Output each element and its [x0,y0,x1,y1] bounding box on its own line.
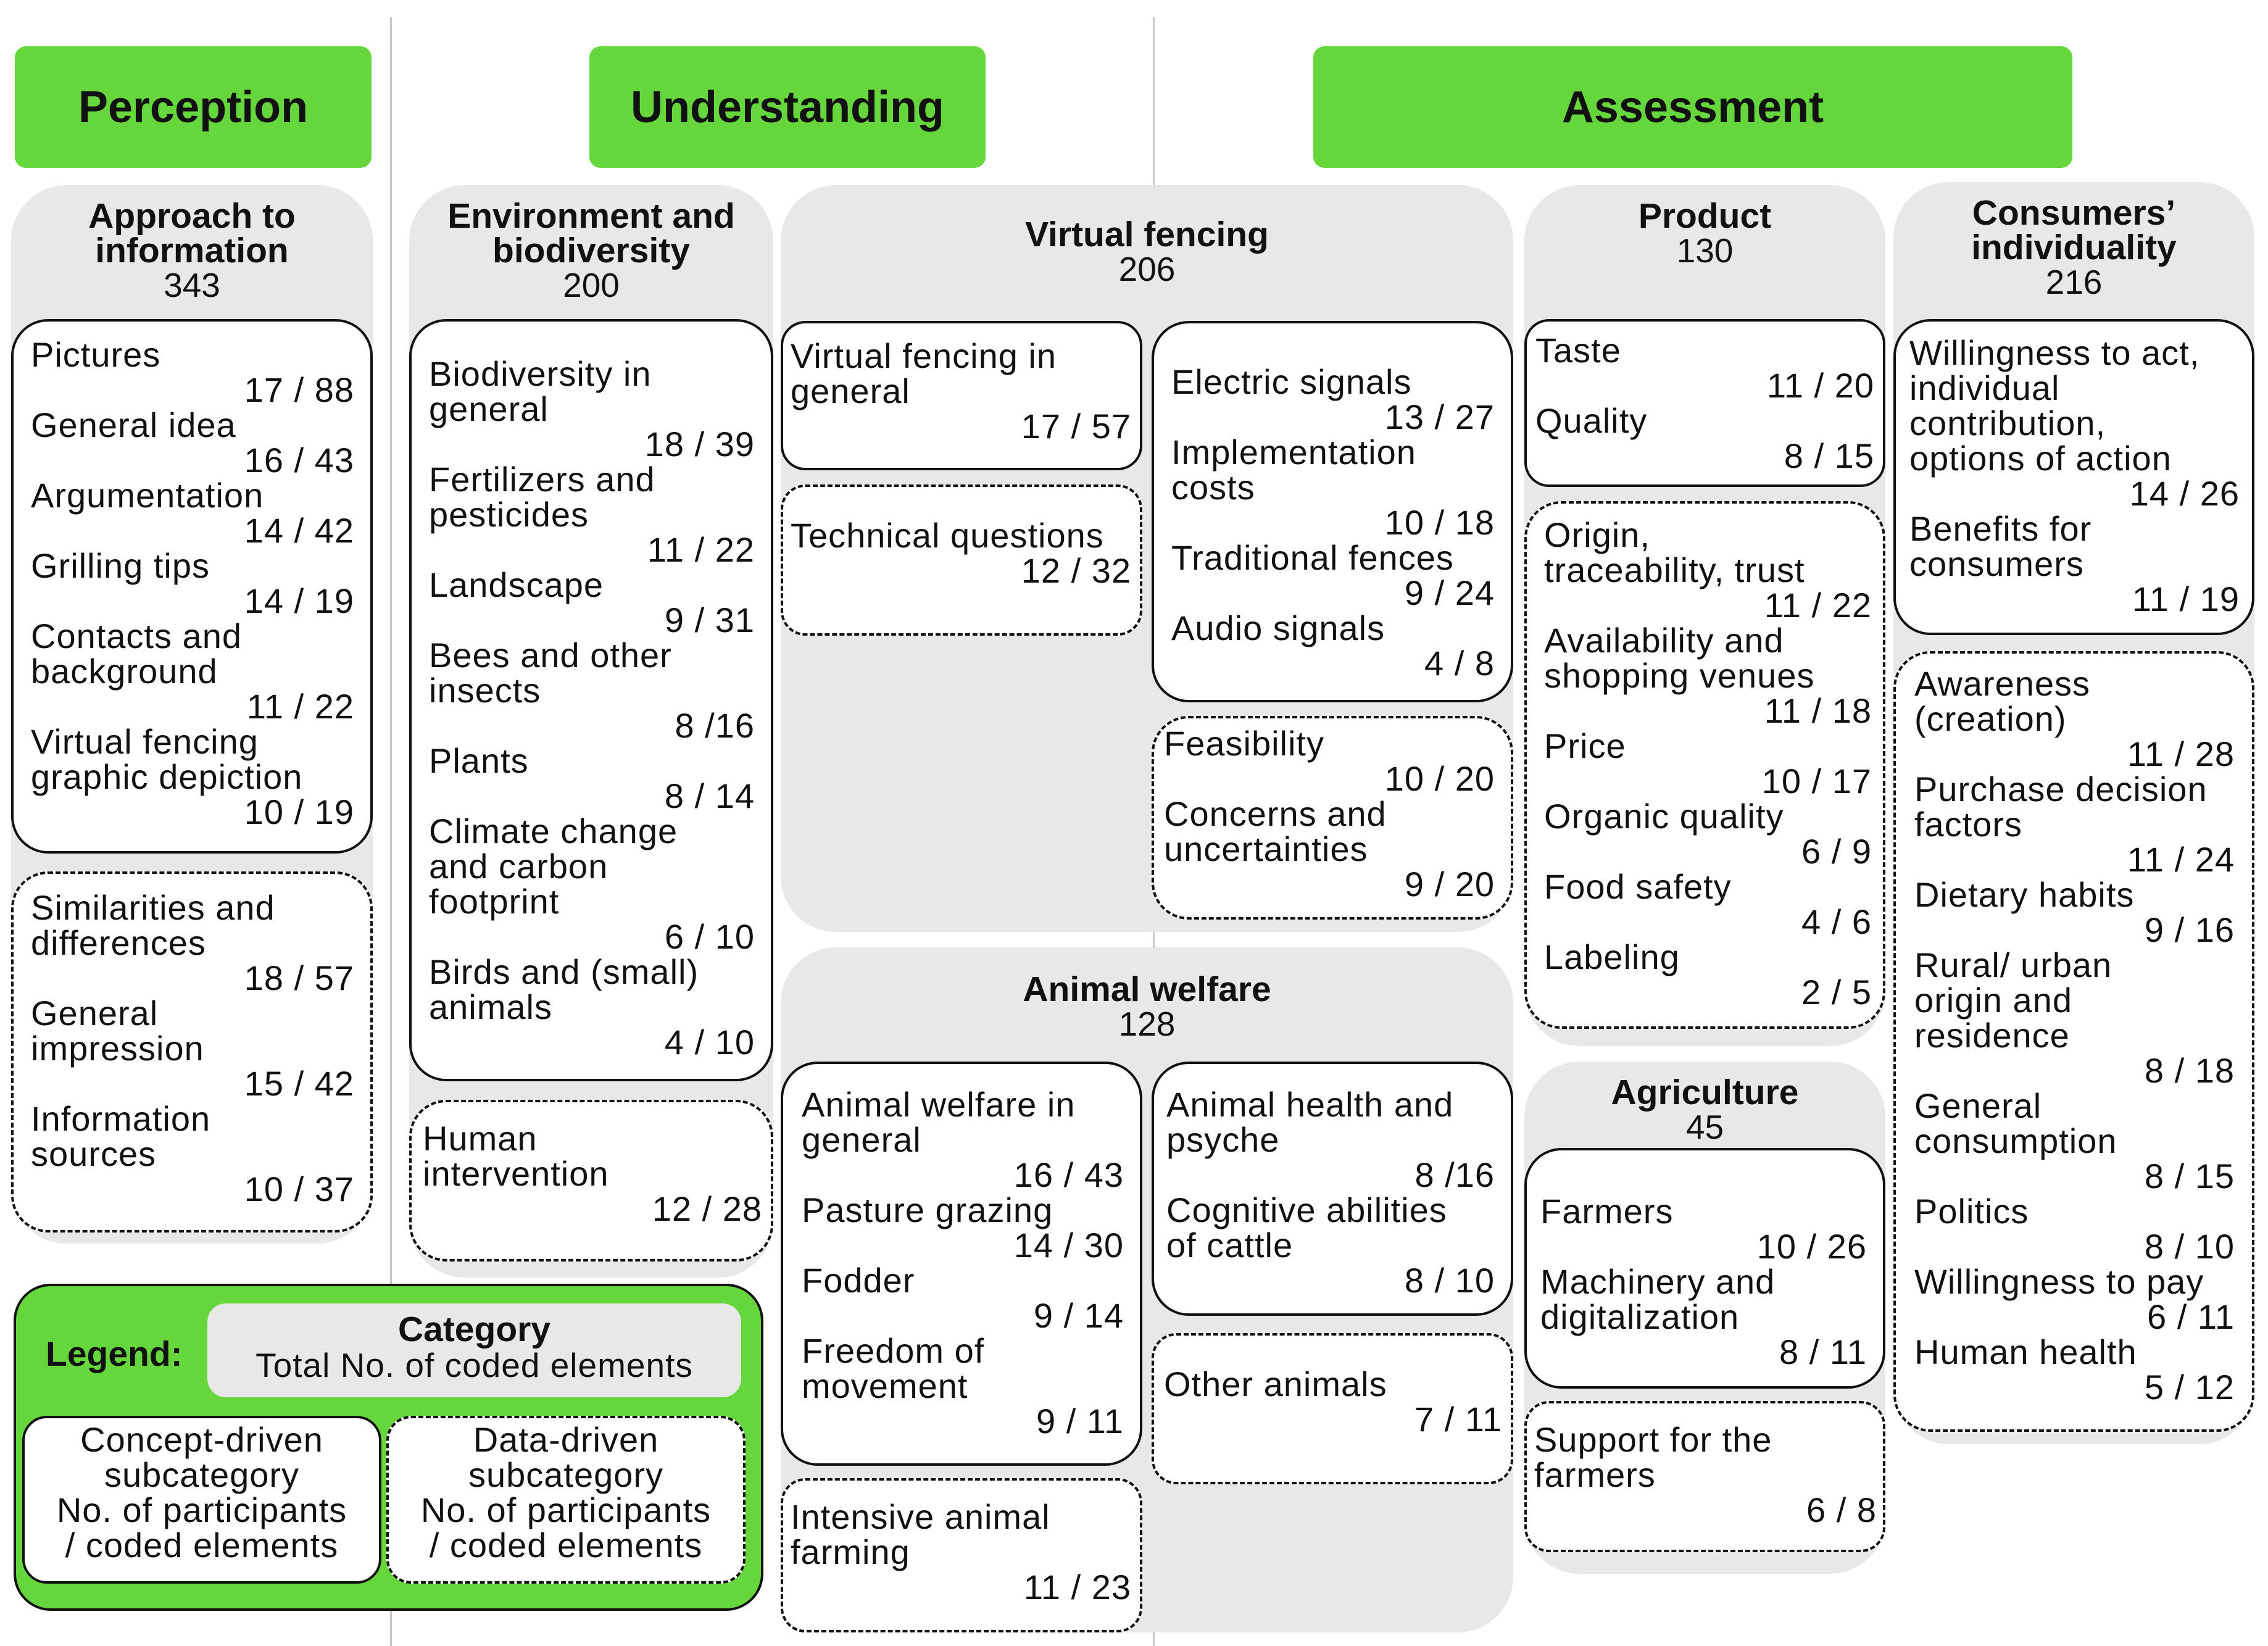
legend-category-sample [207,1303,741,1397]
subcategory-count: 11 / 22 [1764,586,1872,625]
legend [14,1284,763,1611]
subcategory-count: 9 / 20 [1404,865,1495,904]
category-title: information [95,231,289,270]
subcategory-label: Other animals [1164,1365,1387,1403]
subcategory-label: insects [429,671,541,710]
subcategory-label: Human health [1914,1332,2137,1371]
category-total: 130 [1676,231,1734,270]
subcategory-label: Willingness to act, [1909,333,2200,372]
subcategory-count: 10 / 26 [1756,1227,1867,1266]
subcategory-label: movement [802,1366,968,1405]
subcategory-label: Food safety [1544,867,1732,906]
subcategory-label: (creation) [1914,699,2067,738]
subcategory-label: Willingness to pay [1914,1262,2204,1301]
subcategory-count: 4 / 10 [664,1023,755,1062]
subcategory-label: options of action [1909,439,2172,478]
subcategory-count: 18 / 39 [644,425,755,463]
subcategory-label: Animal health and [1166,1085,1454,1124]
subcategory-count: 2 / 5 [1801,973,1872,1012]
legend-concept-driven-sample [22,1416,381,1584]
subcategory-label: Argumentation [31,476,264,515]
category-total: 206 [1118,250,1176,288]
subcategory-label: Electric signals [1171,362,1412,401]
subcategory-label: digitalization [1540,1297,1740,1336]
subcategory-label: Freedom of [802,1331,985,1370]
subcategory-count: 8 /16 [675,706,755,745]
subcategory-label: of cattle [1166,1226,1294,1265]
subcategory-label: uncertainties [1164,829,1368,868]
category-title: Agriculture [1611,1073,1799,1112]
subcategory-count: 8 / 15 [2144,1157,2235,1195]
concept-driven-box [781,321,1142,470]
subcategory-count: 11 / 22 [246,687,354,726]
legend-category-title: Category [397,1310,551,1349]
subcategory-count: 6 / 8 [1806,1490,1877,1529]
data-driven-box [781,484,1142,636]
legend-category-total: Total No. of coded elements [255,1346,693,1384]
subcategory-label: Awareness [1914,664,2091,703]
data-driven-box [11,871,373,1232]
header-perception: Perception [15,46,372,168]
subcategory-count: 12 / 28 [652,1189,762,1228]
subcategory-label: Dietary habits [1914,875,2135,914]
subcategory-label: Machinery and [1540,1262,1776,1301]
subcategory-label: consumers [1909,544,2084,583]
subcategory-label: Fodder [802,1261,915,1300]
subcategory-label: Virtual fencing in [791,336,1057,375]
subcategory-count: 8 /16 [1414,1155,1495,1194]
subcategory-label: Animal welfare in [802,1085,1076,1124]
subcategory-count: 11 / 22 [647,530,755,569]
subcategory-count: 11 / 24 [2127,840,2235,879]
subcategory-label: Landscape [429,565,604,604]
subcategory-label: Traditional fences [1171,538,1454,577]
subcategory-label: individual [1909,368,2060,407]
category-title: Product [1638,196,1772,236]
legend-data-line: No. of participants [420,1490,712,1529]
subcategory-count: 6 / 9 [1801,832,1872,871]
data-driven-box [781,1478,1142,1632]
data-driven-box [409,1100,773,1262]
data-driven-box [1152,716,1513,920]
subcategory-label: Price [1544,726,1626,765]
subcategory-label: general [429,389,549,428]
concept-driven-box [1524,1148,1885,1389]
category-total: 343 [164,266,220,304]
subcategory-label: Support for the [1534,1420,1772,1459]
subcategory-label: Human [423,1119,538,1158]
subcategory-count: 14 / 19 [244,581,354,620]
subcategory-label: consumption [1914,1121,2117,1160]
subcategory-count: 16 / 43 [244,441,354,480]
subcategory-count: 13 / 27 [1384,397,1495,436]
subcategory-label: Organic quality [1544,797,1784,836]
subcategory-count: 14 / 30 [1013,1226,1124,1265]
subcategory-label: background [31,652,218,691]
category-total: 200 [563,266,620,304]
subcategory-label: Farmers [1540,1192,1674,1231]
subcategory-label: impression [31,1029,204,1068]
subcategory-label: Rural/ urban [1914,946,2112,984]
subcategory-count: 10 / 37 [244,1170,354,1208]
subcategory-label: general [802,1120,921,1159]
subcategory-label: animals [429,987,552,1026]
legend-concept-line: Concept-driven [80,1420,323,1459]
subcategory-count: 11 / 23 [1023,1568,1131,1607]
subcategory-count: 12 / 32 [1021,551,1131,590]
concept-driven-box [409,319,773,1081]
subcategory-count: 9 / 16 [2144,910,2235,949]
subcategory-label: Implementation [1171,433,1416,472]
subcategory-label: General idea [31,405,236,444]
subcategory-count: 11 / 28 [2127,734,2235,773]
data-driven-box [1524,1401,1885,1552]
data-driven-box [1152,1333,1513,1484]
subcategory-label: Similarities and [31,888,275,927]
subcategory-label: General [1914,1086,2042,1125]
subcategory-count: 10 / 19 [244,792,354,831]
subcategory-label: and carbon [429,847,609,886]
subcategory-count: 8 / 14 [664,776,755,815]
subcategory-label: Audio signals [1171,609,1385,647]
category-title: Environment and [447,196,735,236]
subcategory-label: graphic depiction [31,757,303,796]
subcategory-count: 10 / 17 [1761,762,1872,800]
category-total: 216 [2045,263,2103,301]
category-title: individuality [1971,228,2177,267]
subcategory-label: Pictures [31,335,161,374]
header-understanding: Understanding [589,46,986,168]
subcategory-count: 4 / 6 [1801,902,1872,941]
concept-driven-box [781,1062,1142,1466]
concept-driven-box [1152,321,1513,702]
concept-driven-box [11,319,373,854]
subcategory-count: 11 / 18 [1764,691,1872,730]
subcategory-count: 8 / 18 [2144,1051,2235,1090]
subcategory-label: Plants [429,741,529,780]
subcategory-label: Labeling [1544,937,1680,976]
category-title: Animal welfare [1023,970,1271,1009]
subcategory-label: intervention [423,1154,609,1193]
concept-driven-box [1893,319,2254,635]
category-title: Consumers’ [1972,193,2176,233]
subcategory-label: shopping venues [1544,656,1815,695]
subcategory-label: Technical questions [791,516,1104,555]
subcategory-count: 16 / 43 [1013,1155,1124,1194]
subcategory-label: Intensive animal [791,1497,1050,1536]
subcategory-label: Cognitive abilities [1166,1191,1447,1229]
category-title: biodiversity [492,231,690,270]
subcategory-count: 10 / 20 [1384,759,1495,798]
subcategory-label: Grilling tips [31,546,210,585]
subcategory-label: residence [1914,1016,2070,1055]
category-title: Approach to [88,196,296,236]
legend-concept-line: subcategory [104,1455,300,1494]
subcategory-count: 8 / 10 [1404,1261,1495,1300]
subcategory-count: 8 / 10 [2144,1227,2235,1266]
subcategory-count: 4 / 8 [1424,644,1495,683]
subcategory-label: Purchase decision [1914,770,2208,808]
subcategory-label: general [791,372,910,410]
subcategory-count: 5 / 12 [2144,1368,2235,1407]
legend-concept-line: / coded elements [65,1526,339,1565]
legend-data-line: Data-driven [473,1420,659,1459]
subcategory-count: 15 / 42 [244,1064,354,1103]
data-driven-box [1893,651,2254,1432]
category-total: 45 [1685,1108,1724,1146]
subcategory-label: costs [1171,468,1255,507]
subcategory-label: origin and [1914,981,2072,1020]
category-title: Virtual fencing [1025,215,1269,254]
subcategory-count: 9 / 31 [664,601,755,639]
subcategory-label: General [31,994,159,1033]
legend-label: Legend: [46,1334,183,1374]
subcategory-label: Quality [1535,401,1648,440]
subcategory-count: 14 / 26 [2129,474,2240,513]
subcategory-label: Bees and other [429,636,672,675]
subcategory-count: 10 / 18 [1384,503,1495,542]
subcategory-label: psyche [1166,1120,1280,1159]
subcategory-count: 9 / 11 [1036,1402,1124,1440]
subcategory-count: 6 / 11 [2147,1297,2235,1336]
subcategory-label: differences [31,923,206,962]
legend-data-line: subcategory [468,1455,664,1494]
subcategory-label: pesticides [429,495,589,534]
subcategory-label: Concerns and [1164,794,1387,833]
legend-concept-line: No. of participants [56,1490,347,1529]
subcategory-count: 11 / 19 [2132,580,2240,618]
subcategory-count: 18 / 57 [244,958,354,997]
subcategory-label: Information [31,1099,211,1138]
subcategory-count: 11 / 20 [1766,366,1874,405]
subcategory-label: Virtual fencing [31,722,259,761]
subcategory-label: farmers [1534,1455,1656,1494]
subcategory-label: Taste [1535,331,1621,370]
subcategory-count: 9 / 24 [1404,573,1495,612]
subcategory-label: Politics [1914,1192,2029,1231]
data-driven-box [1524,501,1885,1029]
subcategory-count: 8 / 15 [1784,436,1874,475]
subcategory-count: 17 / 57 [1021,407,1131,446]
subcategory-label: Birds and (small) [429,952,699,991]
subcategory-count: 8 / 11 [1779,1332,1867,1371]
subcategory-label: farming [791,1532,910,1571]
subcategory-label: Biodiversity in [429,354,652,393]
subcategory-label: Fertilizers and [429,460,655,499]
subcategory-count: 17 / 88 [244,370,354,409]
subcategory-label: contribution, [1909,404,2106,443]
subcategory-label: factors [1914,805,2023,844]
subcategory-label: footprint [429,882,560,921]
header-assessment: Assessment [1313,46,2072,168]
subcategory-label: Benefits for [1909,509,2092,548]
legend-data-line: / coded elements [429,1526,703,1565]
concept-driven-box [1152,1062,1513,1316]
subcategory-label: Feasibility [1164,724,1324,763]
legend-data-driven-sample [386,1416,746,1584]
subcategory-label: Contacts and [31,617,242,655]
subcategory-count: 6 / 10 [664,917,755,956]
subcategory-label: sources [31,1134,157,1173]
subcategory-count: 9 / 14 [1033,1296,1124,1335]
subcategory-label: Climate change [429,812,678,850]
subcategory-count: 7 / 11 [1414,1400,1502,1439]
subcategory-count: 14 / 42 [244,511,354,550]
subcategory-label: Origin, [1544,515,1650,554]
category-total: 128 [1118,1005,1176,1043]
subcategory-label: Pasture grazing [802,1191,1053,1229]
concept-driven-box [1524,319,1885,487]
subcategory-label: Availability and [1544,621,1784,660]
subcategory-label: traceability, trust [1544,551,1805,589]
